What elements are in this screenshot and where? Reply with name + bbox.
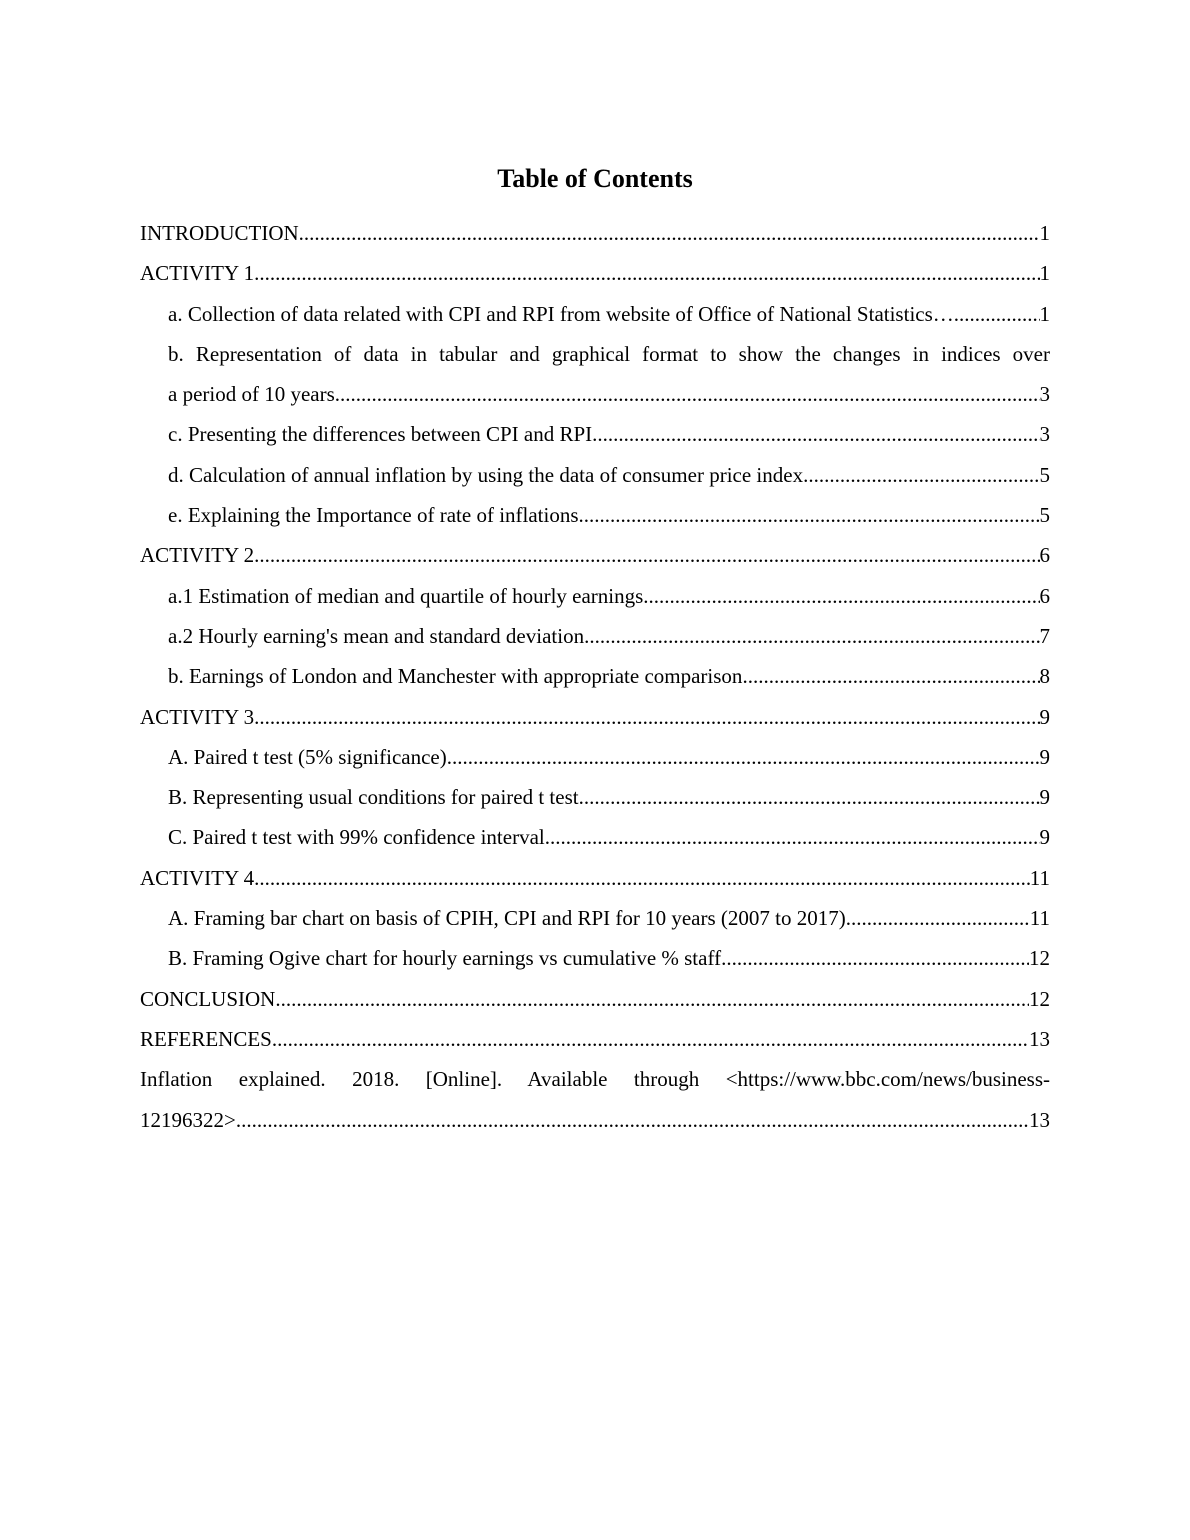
toc-page-number: 12 bbox=[1029, 986, 1050, 1011]
dot-leader bbox=[299, 213, 1040, 253]
dot-leader bbox=[545, 817, 1040, 857]
toc-entry-activity-1a[interactable] bbox=[140, 294, 1050, 334]
dot-leader bbox=[254, 858, 1030, 898]
toc-entry-label-line2: 12196322> bbox=[140, 1107, 236, 1132]
toc-entry-activity-2a2[interactable] bbox=[140, 616, 1050, 656]
toc-page-number: 8 bbox=[1039, 664, 1050, 689]
toc-entry-activity-1c[interactable] bbox=[140, 414, 1050, 454]
toc-entry-label: INTRODUCTION bbox=[140, 221, 299, 245]
toc-page-number: 11 bbox=[1029, 906, 1050, 931]
toc-entry-label-line2: a period of 10 years bbox=[168, 382, 335, 407]
toc-entry-label: d. Calculation of annual inflation by using the data of consumer price index bbox=[168, 462, 804, 487]
toc-page-number: 1 bbox=[1039, 301, 1050, 326]
toc-entry-conclusion[interactable] bbox=[140, 979, 1050, 1019]
toc-entry-activity-1b[interactable] bbox=[140, 334, 1050, 415]
toc-entry-activity-3a[interactable] bbox=[140, 737, 1050, 777]
toc-entry-label: ACTIVITY 3 bbox=[140, 704, 255, 729]
toc-page-number: 5 bbox=[1039, 503, 1050, 528]
toc-page-number: 12 bbox=[1029, 946, 1050, 971]
toc-page-number: 6 bbox=[1039, 583, 1050, 608]
toc-entry-label: REFERENCES bbox=[140, 1026, 272, 1051]
toc-entry-label: CONCLUSION bbox=[140, 986, 276, 1011]
toc-entry-label-line1: b. Representation of data in tabular and graphical format to show the changes in indices over bbox=[168, 341, 1050, 366]
toc-page-number: 5 bbox=[1039, 462, 1050, 487]
toc-entry-label: B. Framing Ogive chart for hourly earnings vs cumulative % staff bbox=[168, 946, 722, 971]
toc-entry-label: A. Paired t test (5% significance) bbox=[168, 744, 447, 769]
toc-entry-activity-1e[interactable] bbox=[140, 495, 1050, 535]
toc-page-number: 3 bbox=[1039, 382, 1050, 407]
toc-entry-label: b. Earnings of London and Manchester with appropriate comparison bbox=[168, 664, 743, 689]
dot-leader bbox=[643, 576, 1039, 616]
toc-page-number: 9 bbox=[1039, 704, 1050, 729]
dot-leader bbox=[254, 535, 1039, 575]
toc-entry-label-line1: Inflation explained. 2018. [Online]. Available through <https://www.bbc.com/news/business- bbox=[140, 1067, 1050, 1092]
dot-leader bbox=[447, 737, 1040, 777]
dot-leader bbox=[954, 294, 1040, 334]
toc-page-number: 1 bbox=[1039, 221, 1050, 245]
toc-entry-reference-inflation[interactable] bbox=[140, 1059, 1050, 1140]
toc-entry-activity-2a1[interactable] bbox=[140, 576, 1050, 616]
toc-entry-label: a.2 Hourly earning's mean and standard deviation bbox=[168, 623, 585, 648]
toc-entry-activity-1[interactable] bbox=[140, 253, 1050, 293]
dot-leader bbox=[579, 495, 1040, 535]
toc-page-number: 3 bbox=[1039, 422, 1050, 447]
toc-page-number: 11 bbox=[1029, 865, 1050, 890]
dot-leader bbox=[272, 1019, 1029, 1059]
toc-entry-label: a.1 Estimation of median and quartile of hourly earnings bbox=[168, 583, 644, 608]
toc-page-number: 13 bbox=[1029, 1026, 1050, 1051]
dot-leader bbox=[335, 374, 1040, 414]
toc-entry-label: e. Explaining the Importance of rate of inflations bbox=[168, 503, 579, 528]
dot-leader bbox=[846, 898, 1030, 938]
dot-leader bbox=[275, 979, 1029, 1019]
toc-entry-label: C. Paired t test with 99% confidence interval bbox=[168, 825, 545, 850]
toc-page-number: 9 bbox=[1039, 825, 1050, 850]
dot-leader bbox=[579, 777, 1040, 817]
toc-entry-label: a. Collection of data related with CPI and RPI from website of Office of National Statistics… bbox=[168, 301, 954, 326]
toc-entry-activity-2b[interactable] bbox=[140, 656, 1050, 696]
toc-entry-activity-3b[interactable] bbox=[140, 777, 1050, 817]
toc-entry-activity-4[interactable] bbox=[140, 858, 1050, 898]
toc-entry-activity-4a[interactable] bbox=[140, 898, 1050, 938]
toc-title: Table of Contents bbox=[497, 164, 693, 193]
toc-entry-activity-3c[interactable] bbox=[140, 817, 1050, 857]
toc-page-number: 7 bbox=[1039, 623, 1050, 648]
toc-entry-activity-3[interactable] bbox=[140, 697, 1050, 737]
toc-entry-references[interactable] bbox=[140, 1019, 1050, 1059]
dot-leader bbox=[584, 616, 1039, 656]
toc-entry-label: ACTIVITY 4 bbox=[140, 865, 255, 890]
toc-entry-label: B. Representing usual conditions for paired t test bbox=[168, 785, 579, 810]
toc-entry-label: ACTIVITY 2 bbox=[140, 543, 255, 568]
toc-entry-label: ACTIVITY 1 bbox=[140, 261, 255, 286]
dot-leader bbox=[254, 253, 1039, 293]
toc-page-number: 9 bbox=[1039, 744, 1050, 769]
dot-leader bbox=[803, 455, 1039, 495]
dot-leader bbox=[742, 656, 1039, 696]
dot-leader bbox=[254, 697, 1039, 737]
dot-leader bbox=[721, 938, 1029, 978]
toc-page-number: 1 bbox=[1039, 261, 1050, 286]
document-page bbox=[140, 160, 1050, 1140]
toc-entry-activity-4b[interactable] bbox=[140, 938, 1050, 978]
dot-leader bbox=[592, 414, 1039, 454]
dot-leader bbox=[236, 1100, 1029, 1140]
toc-entry-activity-2[interactable] bbox=[140, 535, 1050, 575]
toc-entry-introduction[interactable] bbox=[140, 213, 1050, 253]
toc-page-number: 9 bbox=[1039, 785, 1050, 810]
toc-entry-label: A. Framing bar chart on basis of CPIH, CPI and RPI for 10 years (2007 to 2017) bbox=[168, 906, 846, 931]
toc-page-number: 6 bbox=[1039, 543, 1050, 568]
toc-page-number: 13 bbox=[1029, 1107, 1050, 1132]
toc-entry-activity-1d[interactable] bbox=[140, 455, 1050, 495]
toc-entry-label: c. Presenting the differences between CPI and RPI bbox=[168, 422, 593, 447]
